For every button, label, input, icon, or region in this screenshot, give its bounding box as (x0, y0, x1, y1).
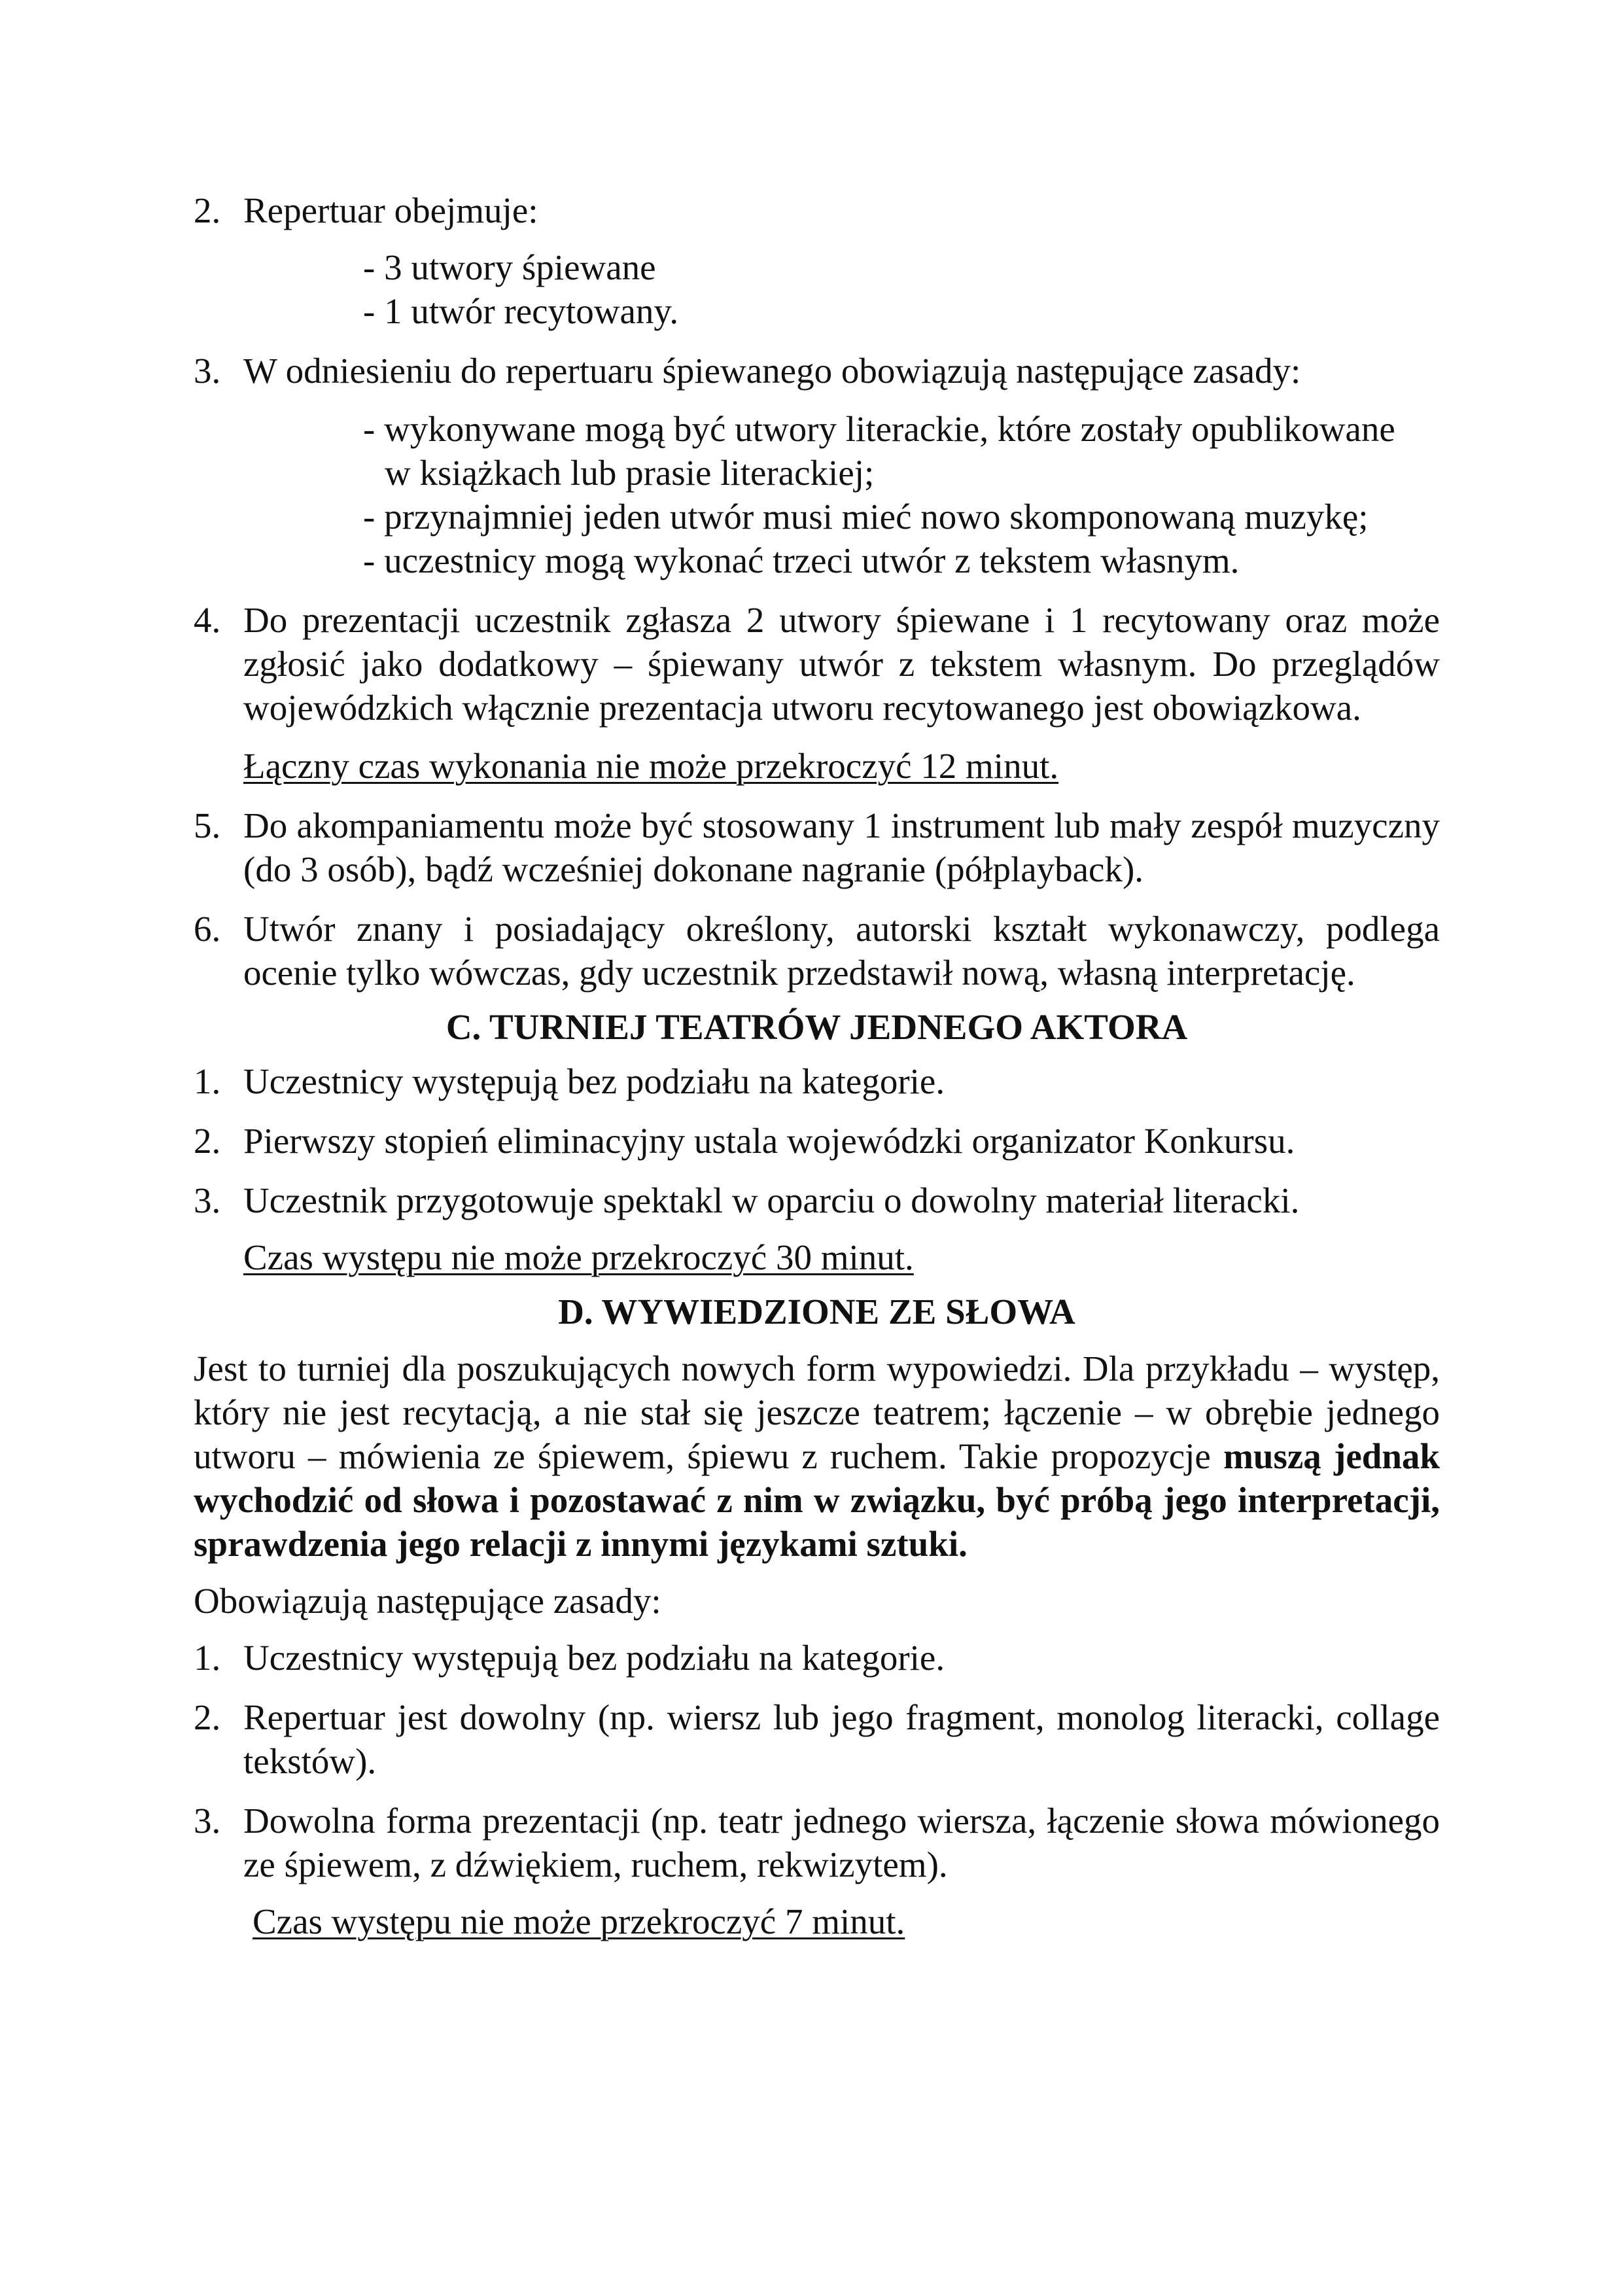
list-item (194, 907, 1440, 995)
list-item-number: 3. (194, 1180, 221, 1220)
list-item-number: 2. (194, 1121, 221, 1161)
time-limit-note: Czas występu nie może przekroczyć 30 minut. (243, 1237, 914, 1277)
list-item-text: Do prezentacji uczestnik zgłasza 2 utwory śpiewane i 1 recytowany oraz może zgłosić jako dodatkowy – śpiewany utwór z tekstem własnym. Do przeglądów wojewódzkich włącznie prezentacja utworu recytowanego jest obowiązkowa. (243, 600, 1440, 728)
list-item-text: Pierwszy stopień eliminacyjny ustala wojewódzki organizator Konkursu. (243, 1121, 1295, 1161)
list-item-text: Repertuar obejmuje: (243, 190, 538, 230)
list-item-number: 3. (194, 351, 221, 391)
list-item-number: 3. (194, 1801, 221, 1841)
list-item-text: Uczestnicy występują bez podziału na kategorie. (243, 1061, 945, 1101)
sub-item: - 3 utwory śpiewane (363, 247, 656, 287)
list-item-text: Do akompaniamentu może być stosowany 1 instrument lub mały zespół muzyczny (do 3 osób), bądź wcześniej dokonane nagranie (półplayback). (243, 805, 1440, 889)
list-item-text: Uczestnik przygotowuje spektakl w oparciu o dowolny materiał literacki. (243, 1180, 1300, 1220)
list-item-text: W odniesieniu do repertuaru śpiewanego obowiązują następujące zasady: (243, 351, 1301, 391)
list-item (194, 1636, 1440, 1680)
list-item-text: Repertuar jest dowolny (np. wiersz lub jego fragment, monolog literacki, collage tekstów). (243, 1697, 1440, 1781)
section-heading: C. TURNIEJ TEATRÓW JEDNEGO AKTORA (445, 1007, 1188, 1047)
sub-item: - 1 utwór recytowany. (363, 291, 679, 331)
sub-item: - przynajmniej jeden utwór musi mieć nowo skomponowaną muzykę; (363, 497, 1369, 537)
sub-item: - wykonywane mogą być utwory literackie, które zostały opublikowane (363, 409, 1395, 449)
list-item (194, 1119, 1440, 1163)
time-limit-note: Czas występu nie może przekroczyć 7 minut. (253, 1901, 905, 1941)
list-item-text: Uczestnicy występują bez podziału na kategorie. (243, 1638, 945, 1678)
list-item (194, 1178, 1440, 1222)
list-item (194, 1059, 1440, 1103)
section-intro-text: Jest to turniej dla poszukujących nowych form wypowiedzi. Dla przykładu – występ, który nie jest recytacją, a nie stał się jeszcze teatrem; łączenie – w obrębie jednego utworu – mówienia ze śpiewem, śpiewu z ruchem. Takie propozycje (194, 1349, 1440, 1476)
sub-item: - uczestnicy mogą wykonać trzeci utwór z tekstem własnym. (363, 540, 1240, 580)
rules-intro: Obowiązują następujące zasady: (194, 1581, 661, 1621)
section-heading: D. WYWIEDZIONE ZE SŁOWA (558, 1292, 1075, 1332)
list-item (194, 1799, 1440, 1886)
list-item-number: 6. (194, 909, 221, 949)
list-item-number: 1. (194, 1638, 221, 1678)
list-item-number: 2. (194, 190, 221, 230)
list-item (194, 188, 1440, 232)
list-item (194, 349, 1440, 393)
list-item-number: 4. (194, 600, 221, 640)
section-intro-emphasis: muszą jednak wychodzić od słowa i pozostawać z nim w związku, być próbą jego interpretacji, sprawdzenia jego relacji z innymi językami sztuki. (194, 1436, 1440, 1564)
list-item-number: 2. (194, 1697, 221, 1737)
time-limit-note: Łączny czas wykonania nie może przekroczyć 12 minut. (243, 746, 1059, 786)
list-item-text: Utwór znany i posiadający określony, autorski kształt wykonawczy, podlega ocenie tylko wówczas, gdy uczestnik przedstawił nową, własną interpretację. (243, 909, 1440, 993)
sub-item-continuation: w książkach lub prasie literackiej; (385, 453, 875, 493)
document-page (194, 188, 1440, 1943)
list-item-number: 5. (194, 805, 221, 845)
list-item (194, 1695, 1440, 1783)
list-item (194, 598, 1440, 730)
list-item-number: 1. (194, 1061, 221, 1101)
list-item (194, 804, 1440, 891)
section-intro (194, 1347, 1440, 1566)
list-item-text: Dowolna forma prezentacji (np. teatr jednego wiersza, łączenie słowa mówionego ze śpiewem, z dźwiękiem, ruchem, rekwizytem). (243, 1801, 1440, 1884)
